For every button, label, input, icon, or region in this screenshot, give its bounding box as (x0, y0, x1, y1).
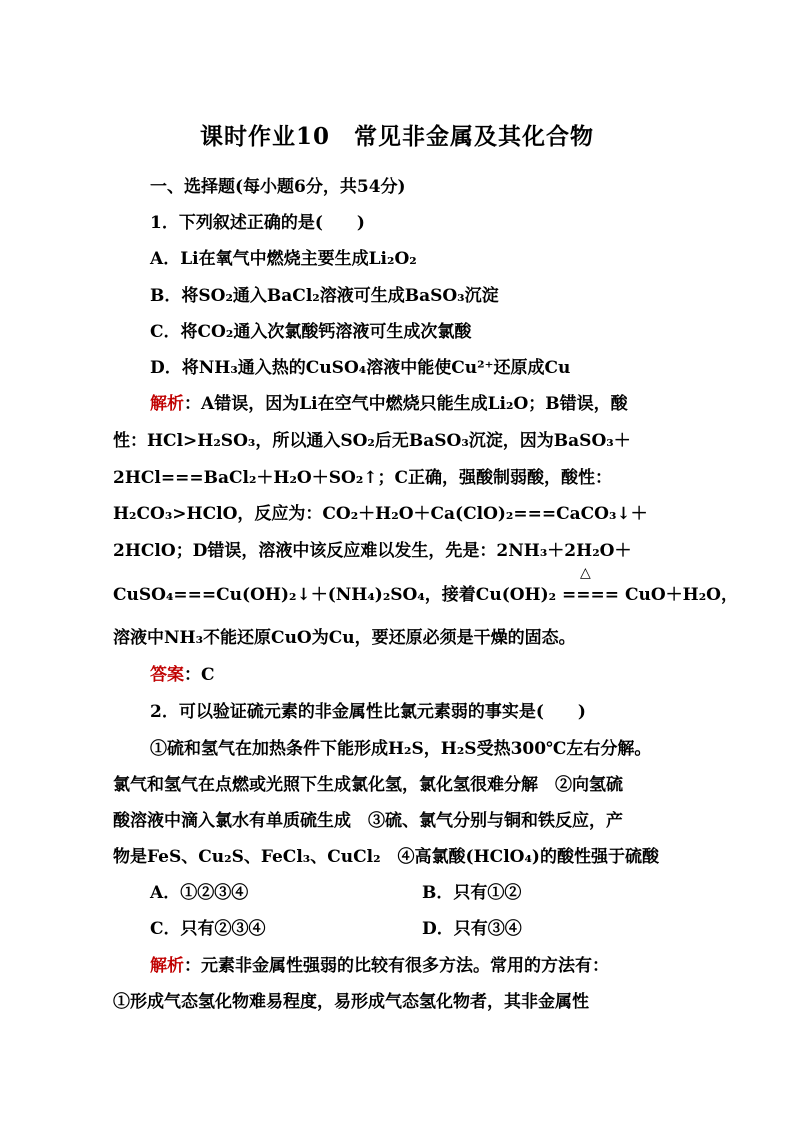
q1-analysis-line-2: 性：HCl>H₂SO₃，所以通入SO₂后无BaSO₃沉淀，因为BaSO₃＋ (113, 431, 631, 451)
analysis-text: ：A错误，因为Li在空气中燃烧只能生成Li₂O；B错误，酸 (184, 394, 628, 414)
q1-option-b: B．将SO₂通入BaCl₂溶液可生成BaSO₃沉淀 (150, 286, 499, 306)
q2-option-b: B．只有①② (422, 883, 522, 903)
q1-option-a: A．Li在氧气中燃烧主要生成Li₂O₂ (150, 249, 417, 269)
q1-analysis-line-7: 溶液中NH₃不能还原CuO为Cu，要还原必须是干燥的固态。 (113, 628, 576, 648)
q1-analysis-line-1 (150, 393, 628, 415)
answer-value: ：C (184, 665, 215, 685)
q2-analysis-line-2: ①形成气态氢化物难易程度，易形成气态氢化物者，其非金属性 (113, 992, 589, 1012)
q2-option-a: A．①②③④ (150, 883, 249, 903)
section-heading: 一、选择题(每小题6分，共54分) (150, 177, 406, 197)
heat-condition-arrow (562, 565, 620, 606)
analysis-text: CuSO₄===Cu(OH)₂↓＋(NH₄)₂SO₄，接着Cu(OH)₂ (113, 585, 557, 605)
analysis-label: 解析 (150, 394, 184, 414)
q1-analysis-line-3: 2HCl===BaCl₂＋H₂O＋SO₂↑；C正确，强酸制弱酸，酸性： (113, 468, 613, 488)
equals-arrow: ==== (562, 585, 620, 605)
q2-statement-line-4: 物是FeS、Cu₂S、FeCl₃、CuCl₂ ④高氯酸(HClO₄)的酸性强于硫酸 (113, 847, 659, 867)
q1-option-d: D．将NH₃通入热的CuSO₄溶液中能使Cu²⁺还原成Cu (150, 358, 571, 378)
q1-answer (150, 664, 215, 686)
q2-option-c: C．只有②③④ (150, 919, 266, 939)
analysis-text: ：元素非金属性强弱的比较有很多方法。常用的方法有： (184, 956, 609, 976)
q1-stem: 1．下列叙述正确的是( ) (150, 213, 365, 233)
q1-analysis-line-5: 2HClO；D错误，溶液中该反应难以发生，先是：2NH₃＋2H₂O＋ (113, 541, 632, 561)
heat-symbol: △ (580, 565, 591, 581)
q1-analysis-line-6 (113, 565, 738, 606)
q2-analysis-line-1 (150, 955, 609, 977)
q2-statement-line-3: 酸溶液中滴入氯水有单质硫生成 ③硫、氯气分别与铜和铁反应，产 (113, 811, 623, 831)
q1-analysis-line-4: H₂CO₃>HClO，反应为：CO₂＋H₂O＋Ca(ClO)₂===CaCO₃↓＋ (113, 504, 648, 524)
analysis-text: CuO＋H₂O， (624, 585, 738, 605)
analysis-label: 解析 (150, 956, 184, 976)
q2-statement-line-1: ①硫和氢气在加热条件下能形成H₂S，H₂S受热300℃左右分解。 (150, 739, 652, 759)
q1-option-c: C．将CO₂通入次氯酸钙溶液可生成次氯酸 (150, 322, 472, 342)
answer-label: 答案 (150, 665, 184, 685)
page-title: 课时作业10 常见非金属及其化合物 (199, 123, 594, 150)
q2-statement-line-2: 氯气和氢气在点燃或光照下生成氯化氢，氯化氢很难分解 ②向氢硫 (113, 775, 623, 795)
q2-option-d: D．只有③④ (422, 919, 522, 939)
q2-stem: 2．可以验证硫元素的非金属性比氯元素弱的事实是( ) (150, 702, 586, 722)
